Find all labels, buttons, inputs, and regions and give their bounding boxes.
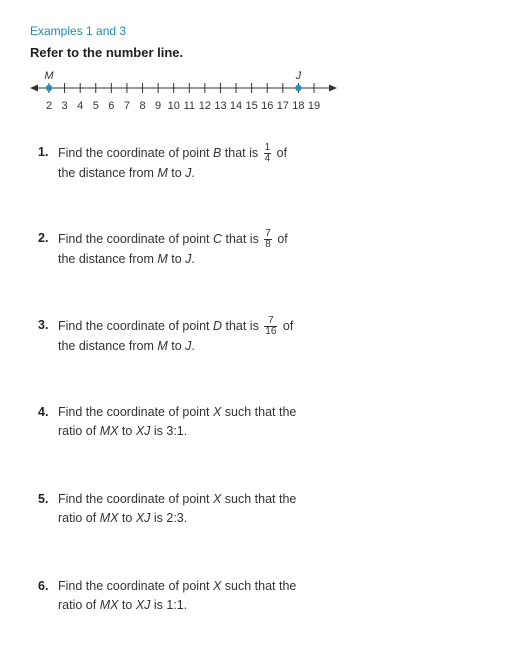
tick-label: 3 [61, 100, 68, 112]
tick-label: 18 [292, 100, 305, 112]
tick-label: 9 [155, 100, 162, 112]
instruction-heading: Refer to the number line. [30, 45, 184, 60]
tick-label: 5 [92, 100, 99, 112]
tick-label: 8 [139, 100, 146, 112]
right-arrow-icon [329, 85, 337, 92]
fraction: $\frac{1}{4}$ [264, 142, 271, 164]
problem-3 [38, 316, 358, 356]
problem-line-2: the distance from M to J. [58, 339, 195, 353]
problem-line-1: Find the coordinate of point B that is $\frac{1}{4}$ of [58, 142, 288, 164]
point-marker [295, 85, 301, 91]
point-label: M [44, 70, 54, 82]
problem-line-1: Find the coordinate of point X such that the [58, 579, 297, 593]
tick-label: 10 [167, 100, 180, 112]
tick-label: 17 [276, 100, 289, 112]
tick-label: 16 [261, 100, 274, 112]
tick-label: 15 [245, 100, 258, 112]
section-label: Examples 1 and 3 [30, 24, 127, 38]
problem-line-2: ratio of MX to XJ is 2:3. [58, 511, 188, 525]
tick-label: 7 [123, 100, 131, 112]
problem-number: 2. [38, 231, 49, 245]
problem-1 [38, 143, 358, 183]
problem-line-2: ratio of MX to XJ is 1:1. [58, 598, 188, 612]
problem-line-1: Find the coordinate of point X such that the [58, 492, 297, 506]
problem-5 [38, 490, 358, 528]
problem-line-1: Find the coordinate of point X such that the [58, 405, 297, 419]
tick-label: 6 [108, 100, 115, 112]
problem-line-2: the distance from M to J. [58, 166, 195, 180]
problem-2 [38, 229, 358, 269]
tick-label: 19 [307, 100, 321, 112]
problem-line-1: Find the coordinate of point D that is $\frac{7}{16}$ of [58, 315, 294, 337]
tick-label: 11 [183, 100, 196, 112]
problem-number: 5. [38, 492, 49, 506]
problem-number: 3. [38, 318, 49, 332]
problem-6 [38, 577, 358, 615]
problem-number: 4. [38, 405, 49, 419]
tick-label: 4 [77, 100, 84, 112]
tick-label: 14 [229, 100, 243, 112]
tick-label: 12 [198, 100, 212, 112]
problem-line-2: ratio of MX to XJ is 3:1. [58, 424, 188, 438]
left-arrow-icon [30, 85, 38, 92]
number-line [0, 66, 360, 118]
point-marker [46, 85, 52, 91]
problem-line-1: Find the coordinate of point C that is $\frac{7}{8}$ of [58, 228, 288, 250]
tick-label: 2 [45, 100, 53, 112]
fraction: $\frac{7}{8}$ [265, 228, 271, 250]
fraction: $\frac{7}{16}$ [265, 315, 277, 337]
point-label: J [295, 70, 302, 82]
problem-4 [38, 403, 358, 441]
problem-number: 1. [38, 145, 49, 159]
problem-line-2: the distance from M to J. [58, 252, 195, 266]
tick-label: 13 [214, 100, 227, 112]
problem-number: 6. [38, 579, 49, 593]
